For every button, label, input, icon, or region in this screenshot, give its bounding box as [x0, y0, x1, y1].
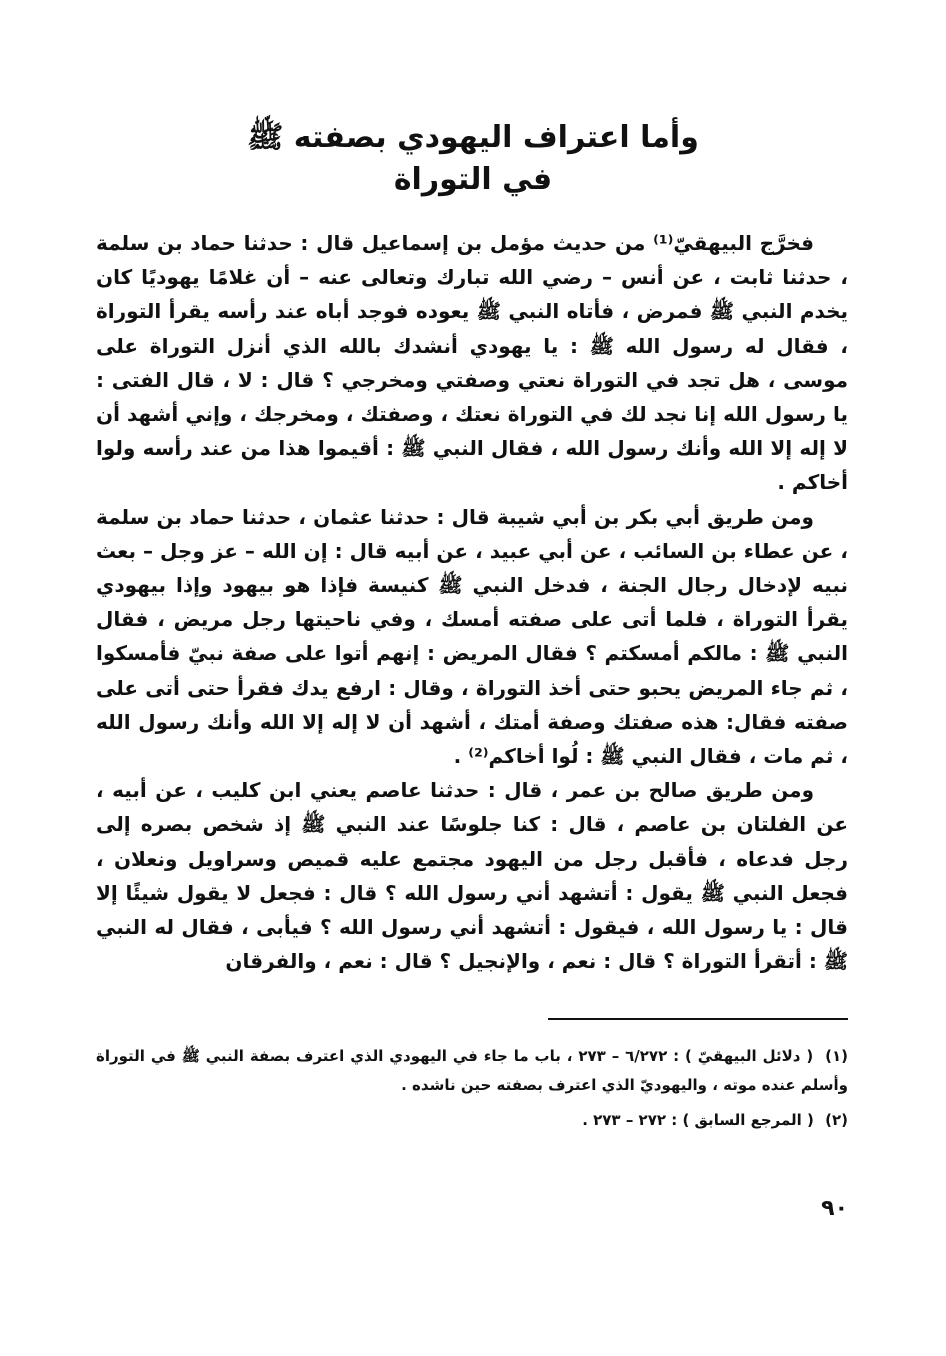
footnote-number: (٢)	[825, 1111, 848, 1129]
footnote-text: ( المرجع السابق ) : ٢٧٢ – ٢٧٣ .	[582, 1111, 814, 1129]
footnote-divider	[548, 1018, 848, 1020]
footnote-1	[96, 1042, 848, 1100]
footnote-2	[96, 1106, 848, 1135]
footnote-text: ( دلائل البيهقيّ ) : ٦/٢٧٢ – ٢٧٣ ، باب ما جاء في اليهودي الذي اعترف بصفة النبي ﷺ في التوراة وأسلم عنده موته ، واليهوديّ الذي اعترف بصفته حين ناشده .	[96, 1047, 848, 1094]
chapter-subtitle: في التوراة	[393, 162, 553, 197]
footnotes	[96, 1042, 848, 1141]
paragraph-bayhaqi-narration: فخرَّج البيهقيّ⁽¹⁾ من حديث مؤمل بن إسماعيل قال : حدثنا حماد بن سلمة ، حدثنا ثابت ، عن أنس – رضي الله تبارك وتعالى عنه – أن غلامًا يهوديًا كان يخدم النبي ﷺ فمرض ، فأتاه النبي ﷺ يعوده فوجد أباه عند رأسه يقرأ التوراة ، فقال له رسول الله ﷺ : يا يهودي أنشدك بالله الذي أنزل التوراة على موسى ، هل تجد في التوراة نعتي وصفتي ومخرجي ؟ قال : لا ، قال الفتى : يا رسول الله إنا نجد لك في التوراة نعتك ، وصفتك ، ومخرجك ، وإني أشهد أن لا إله إلا الله وأنك رسول الله ، فقال النبي ﷺ : أقيموا هذا من عند رأسه ولوا أخاكم .	[96, 231, 848, 495]
page-number: ٩٠	[821, 1196, 848, 1221]
paragraph-ibn-abi-shaybah-narration: ومن طريق أبي بكر بن أبي شيبة قال : حدثنا عثمان ، حدثنا حماد بن سلمة ، عن عطاء بن السائب ، عن أبي عبيد ، عن أبيه قال : إن الله – عز وجل – بعث نبيه لإدخال رجال الجنة ، فدخل النبي ﷺ كنيسة فإذا هو بيهود وإذا بيهودي يقرأ التوراة ، فلما أتى على صفته أمسك ، وفي ناحيتها رجل مريض ، فقال النبي ﷺ : مالكم أمسكتم ؟ فقال المريض : إنهم أتوا على صفة نبيّ فأمسكوا ، ثم جاء المريض يحبو حتى أخذ التوراة ، وقال : ارفع يدك فقرأ حتى أتى على صفته فقال: هذه صفتك وصفة أمتك ، أشهد أن لا إله إلا الله وأنك رسول الله ، ثم مات ، فقال النبي ﷺ : لُوا أخاكم⁽²⁾ .	[96, 504, 848, 769]
footnote-number: (١)	[825, 1047, 849, 1065]
main-text	[96, 226, 848, 978]
chapter-title: وأما اعتراف اليهودي بصفته ﷺ	[247, 120, 699, 155]
paragraph-salih-ibn-umar-narration: ومن طريق صالح بن عمر ، قال : حدثنا عاصم يعني ابن كليب ، عن أبيه ، عن الفلتان بن عاصم ، قال : كنا جلوسًا عند النبي ﷺ إذ شخص بصره إلى رجل فدعاه ، فأقبل رجل من اليهود مجتمع عليه قميص وسراويل ونعلان ، فجعل النبي ﷺ يقول : أتشهد أني رسول الله ؟ قال : فجعل لا يقول شيئًا إلا قال : يا رسول الله ، فيقول : أتشهد أني رسول الله ؟ فيأبى ، فقال له النبي ﷺ : أتقرأ التوراة ؟ قال : نعم ، والإنجيل ؟ قال : نعم ، والفرقان	[96, 778, 848, 974]
